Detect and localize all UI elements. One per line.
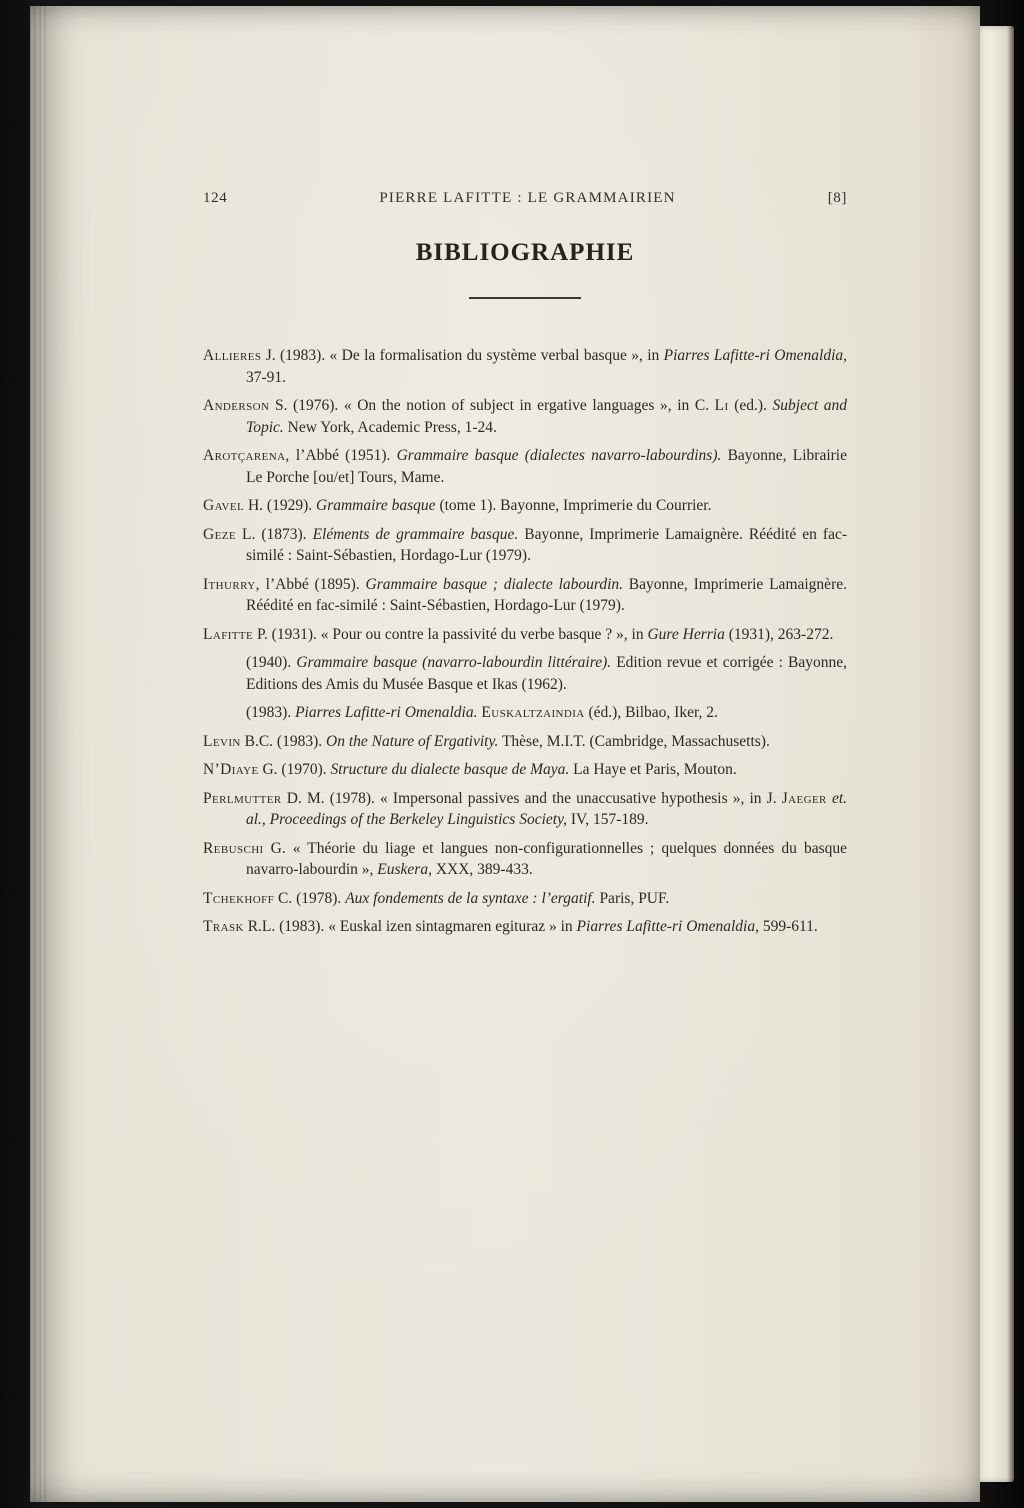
entry-text: P. (1931). « Pour ou contre la passivité du verbe basque ? », in bbox=[253, 625, 648, 643]
work-title: Grammaire basque (navarro-labourdin littéraire). bbox=[296, 654, 612, 671]
entry-text: L. (1873). bbox=[235, 525, 313, 543]
entry-text: Thèse, M.I.T. (Cambridge, Massachusetts). bbox=[498, 732, 770, 750]
author-name: Trask bbox=[203, 918, 244, 935]
entry-text: B.C. (1983). bbox=[240, 732, 326, 750]
entry-text: IV, 157-189. bbox=[566, 811, 649, 828]
bibliography-entry bbox=[203, 574, 847, 617]
work-title: Subject and Topic. bbox=[246, 397, 847, 436]
bibliography-entry bbox=[203, 524, 847, 567]
author-name: Gavel bbox=[203, 497, 245, 514]
entry-text: (ed.). bbox=[728, 397, 773, 414]
entry-text: l’Abbé (1895). bbox=[259, 575, 366, 593]
bibliography-entry bbox=[203, 788, 847, 831]
bibliography-entry bbox=[203, 838, 847, 881]
title-rule bbox=[469, 297, 581, 299]
entry-text: (1940). bbox=[246, 654, 297, 671]
work-title: Gure Herria bbox=[647, 625, 725, 643]
author-name: Rebuschi bbox=[203, 839, 264, 857]
bibliography-entry bbox=[203, 702, 847, 724]
work-title: Piarres Lafitte-ri Omenaldia, bbox=[663, 347, 848, 364]
entry-text: R.L. (1983). « Euskal izen sintagmaren egituraz » in bbox=[243, 918, 577, 935]
entry-text: New York, Academic Press, 1-24. bbox=[283, 418, 497, 436]
author-name: Tchekhoff bbox=[203, 889, 275, 907]
author-name: Euskaltzaindia bbox=[481, 704, 585, 721]
author-name: Levin bbox=[203, 732, 241, 750]
work-title: et. al., Proceedings of the Berkeley Linguistics Society, bbox=[246, 789, 847, 828]
bibliography-entry bbox=[203, 345, 847, 388]
bibliography-entry bbox=[203, 495, 847, 517]
work-title: Eléments de grammaire basque. bbox=[312, 525, 519, 543]
entry-text: C. (1978). bbox=[274, 889, 346, 907]
entry-text: Paris, PUF. bbox=[595, 889, 670, 907]
entry-text: (1931), 263-272. bbox=[724, 625, 834, 643]
bibliography-list bbox=[203, 345, 847, 938]
entry-text: 599-611. bbox=[758, 918, 818, 935]
next-page-fore-edge bbox=[978, 26, 1014, 1482]
entry-text: (tome 1). Bayonne, Imprimerie du Courrier. bbox=[435, 497, 712, 514]
entry-text: Bayonne, Imprimerie Lamaignère. Réédité en fac-similé : Saint-Sébastien, Hordago-Lur (1979). bbox=[246, 525, 847, 564]
work-title: Euskera, bbox=[377, 861, 432, 878]
author-name: N’Diaye bbox=[203, 761, 259, 778]
scanned-page bbox=[30, 6, 980, 1502]
entry-text: G. (1970). bbox=[258, 761, 331, 778]
entry-text: J. (1983). « De la formalisation du système verbal basque », in bbox=[261, 347, 664, 364]
page-title: BIBLIOGRAPHIE bbox=[415, 239, 635, 266]
entry-text: D. M. (1978). « Impersonal passives and the unaccusative hypothesis », in J. bbox=[281, 789, 782, 807]
entry-text: (1983). bbox=[246, 704, 296, 721]
author-name: Lafitte bbox=[203, 625, 254, 643]
spine-page-edges bbox=[30, 6, 46, 1502]
entry-text: (éd.), Bilbao, Iker, 2. bbox=[584, 704, 718, 721]
entry-text: Bayonne, Librairie Le Porche [ou/et] Tours, Mame. bbox=[246, 447, 847, 486]
entry-text: l’Abbé (1951). bbox=[289, 447, 397, 464]
bibliography-entry bbox=[203, 759, 847, 781]
entry-text: 37-91. bbox=[246, 368, 287, 386]
author-name: Arotçarena, bbox=[203, 447, 290, 464]
entry-text: Bayonne, Imprimerie Lamaignère. Réédité en fac-similé : Saint-Sébastien, Hordago-Lur (1979). bbox=[246, 575, 847, 614]
entry-text: G. « Théorie du liage et langues non-configurationnelles ; quelques données du basque navarro-labourdin », bbox=[246, 839, 847, 878]
author-name: Allieres bbox=[203, 347, 262, 364]
work-title: Structure du dialecte basque de Maya. bbox=[330, 761, 570, 778]
work-title: Grammaire basque bbox=[316, 497, 436, 514]
author-name: Jaeger bbox=[781, 789, 827, 807]
entry-text: Edition revue et corrigée : Bayonne, Editions des Amis du Musée Basque et Ikas (1962). bbox=[246, 654, 848, 693]
bracket-number: [8] bbox=[827, 190, 847, 206]
entry-text: La Haye et Paris, Mouton. bbox=[569, 761, 737, 778]
bibliography-entry bbox=[203, 395, 847, 438]
running-title: PIERRE LAFITTE : LE GRAMMAIRIEN bbox=[379, 190, 676, 206]
bibliography-entry bbox=[203, 624, 847, 646]
bibliography-entry bbox=[203, 731, 847, 753]
page-number: 124 bbox=[203, 190, 228, 206]
entry-text: S. (1976). « On the notion of subject in ergative languages », in C. bbox=[269, 397, 715, 414]
author-name: Ithurry, bbox=[203, 575, 260, 593]
work-title: Aux fondements de la syntaxe : l’ergatif. bbox=[345, 889, 596, 907]
author-name: Anderson bbox=[203, 397, 270, 414]
page-text-block bbox=[203, 190, 847, 945]
author-name: Perlmutter bbox=[203, 789, 282, 807]
bibliography-entry bbox=[203, 652, 847, 695]
work-title: Grammaire basque ; dialecte labourdin. bbox=[365, 575, 624, 593]
entry-text: XXX, 389-433. bbox=[431, 861, 533, 878]
author-name: Li bbox=[714, 397, 729, 414]
entry-text: H. (1929). bbox=[244, 497, 317, 514]
running-header bbox=[203, 190, 847, 207]
bibliography-entry bbox=[203, 888, 847, 910]
work-title: On the Nature of Ergativity. bbox=[326, 732, 499, 750]
work-title: Grammaire basque (dialectes navarro-labourdins). bbox=[396, 447, 722, 464]
bibliography-entry bbox=[203, 445, 847, 488]
work-title: Piarres Lafitte-ri Omenaldia. bbox=[295, 704, 478, 721]
work-title: Piarres Lafitte-ri Omenaldia, bbox=[576, 918, 759, 935]
bibliography-entry bbox=[203, 916, 847, 938]
author-name: Geze bbox=[203, 525, 236, 543]
